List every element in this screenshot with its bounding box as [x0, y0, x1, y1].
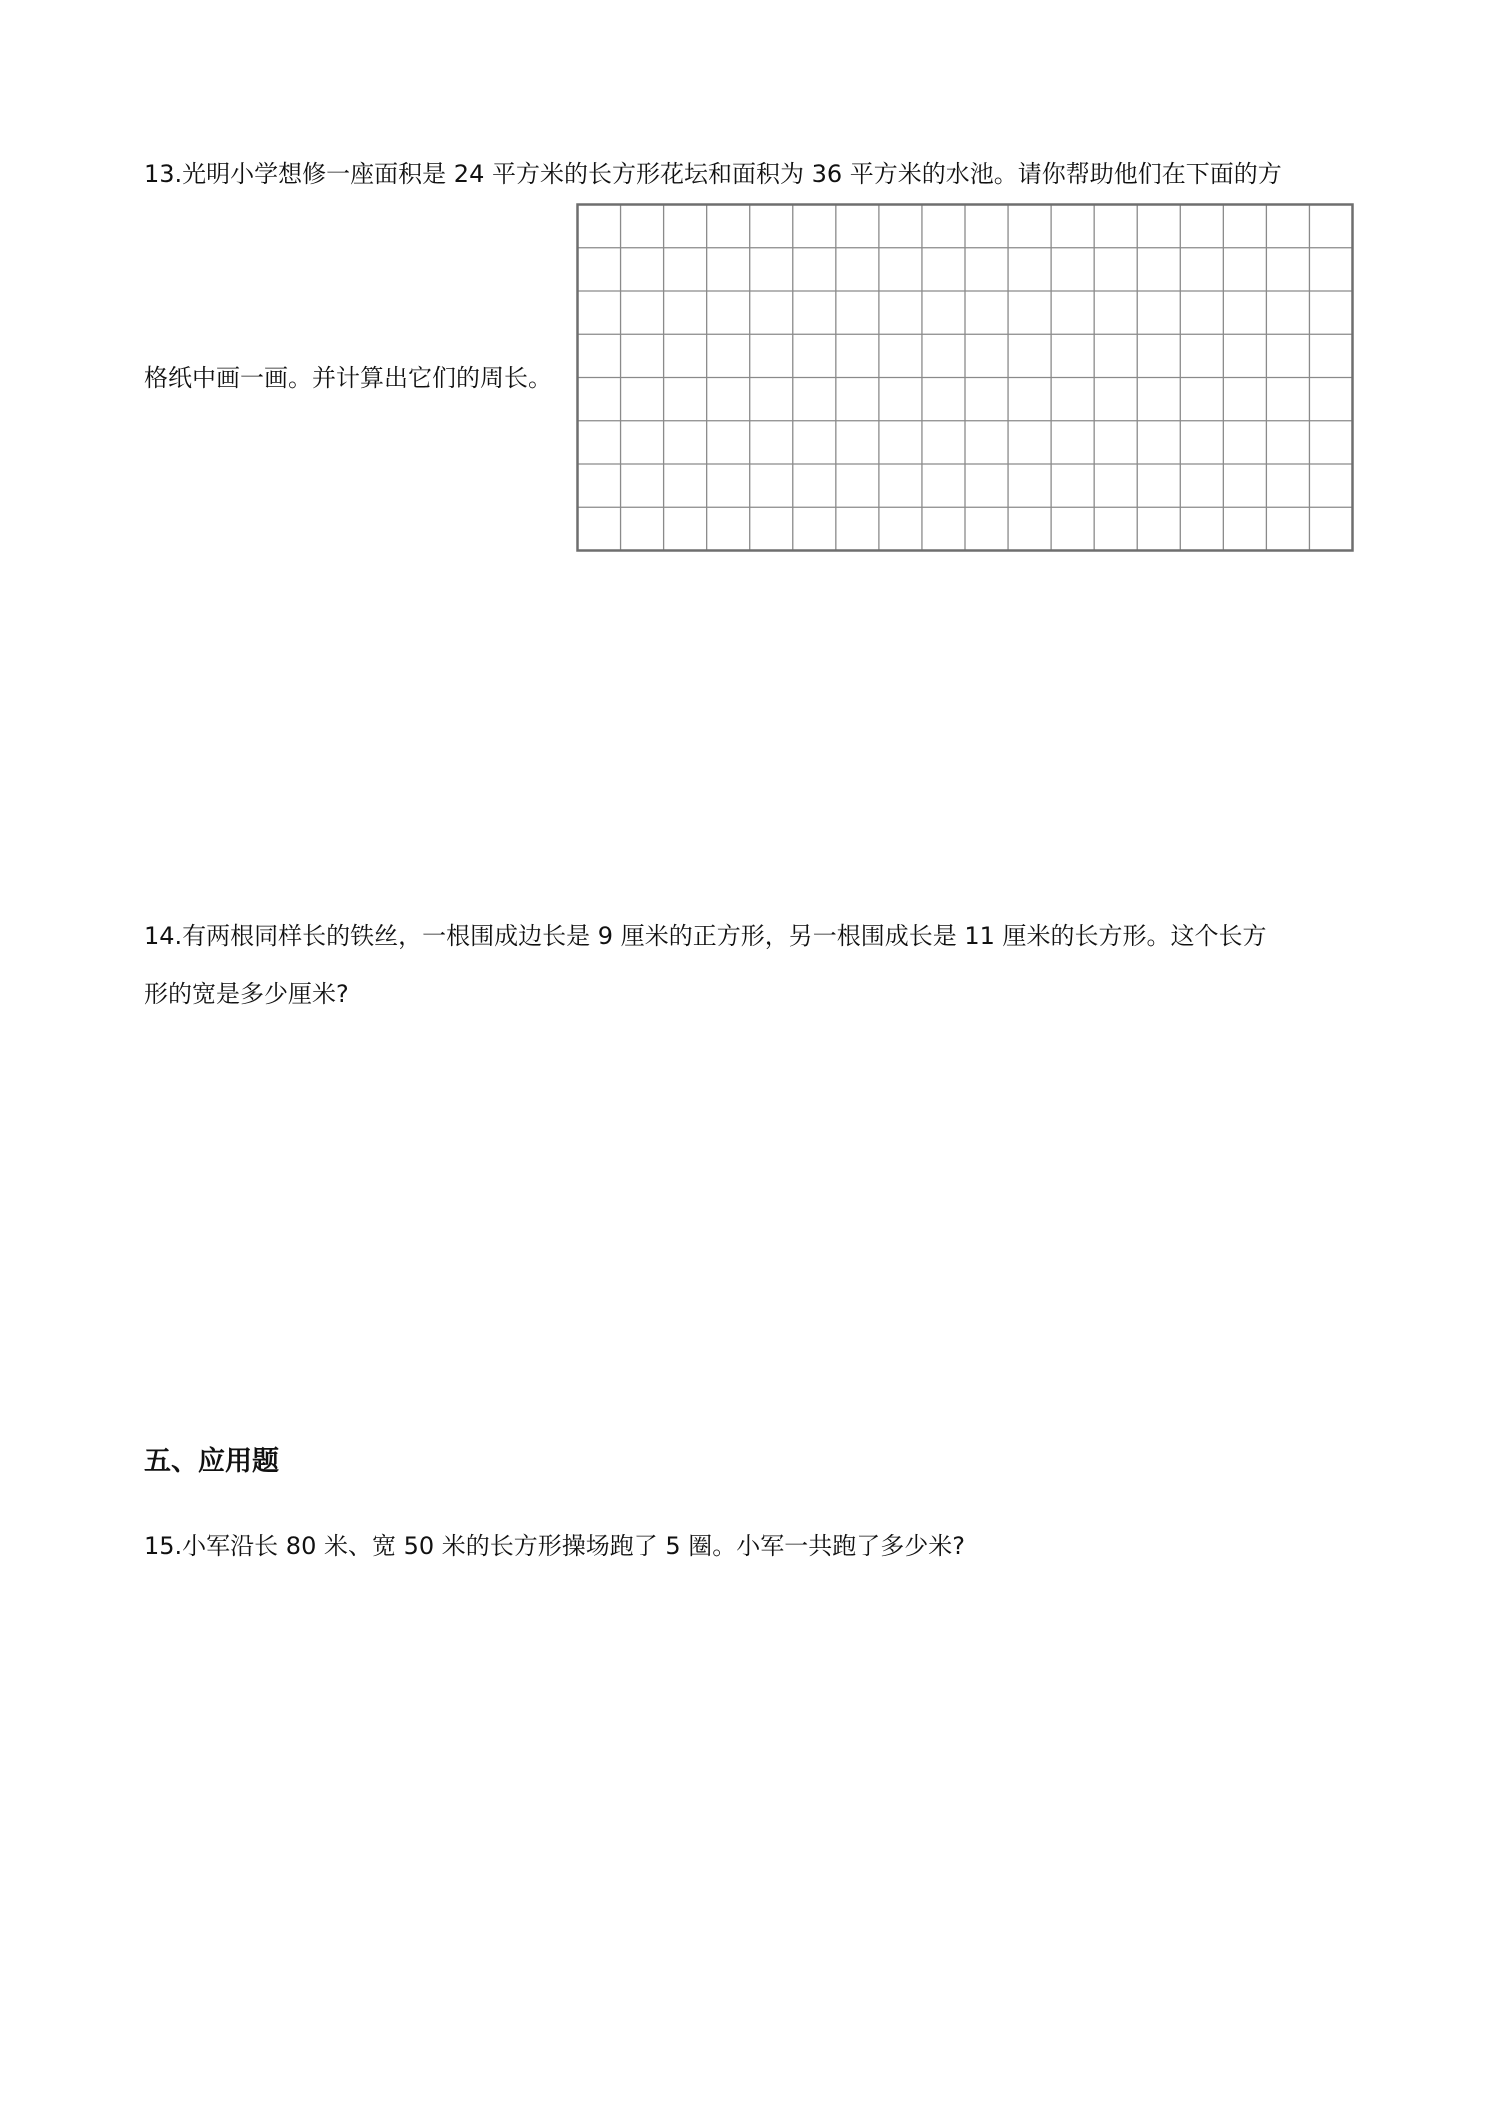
section-heading: 五、应用题: [144, 1446, 279, 1477]
question-13-text-line-1: 13.光明小学想修一座面积是 24 平方米的长方形花坛和面积为 36 平方米的水池。请你帮助他们在下面的方: [144, 160, 1282, 188]
grid-paper-drawing: [576, 203, 1354, 552]
question-14-text-line-1: 14.有两根同样长的铁丝，一根围成边长是 9 厘米的正方形，另一根围成长是 11 厘米的长方形。这个长方: [144, 922, 1267, 950]
question-14-text-line-2: 形的宽是多少厘米?: [144, 980, 349, 1008]
grid-paper: [576, 203, 1354, 552]
question-15-text: 15.小军沿长 80 米、宽 50 米的长方形操场跑了 5 圈。小军一共跑了多少米?: [144, 1532, 966, 1560]
question-13-text-line-2: 格纸中画一画。并计算出它们的周长。: [144, 364, 552, 392]
